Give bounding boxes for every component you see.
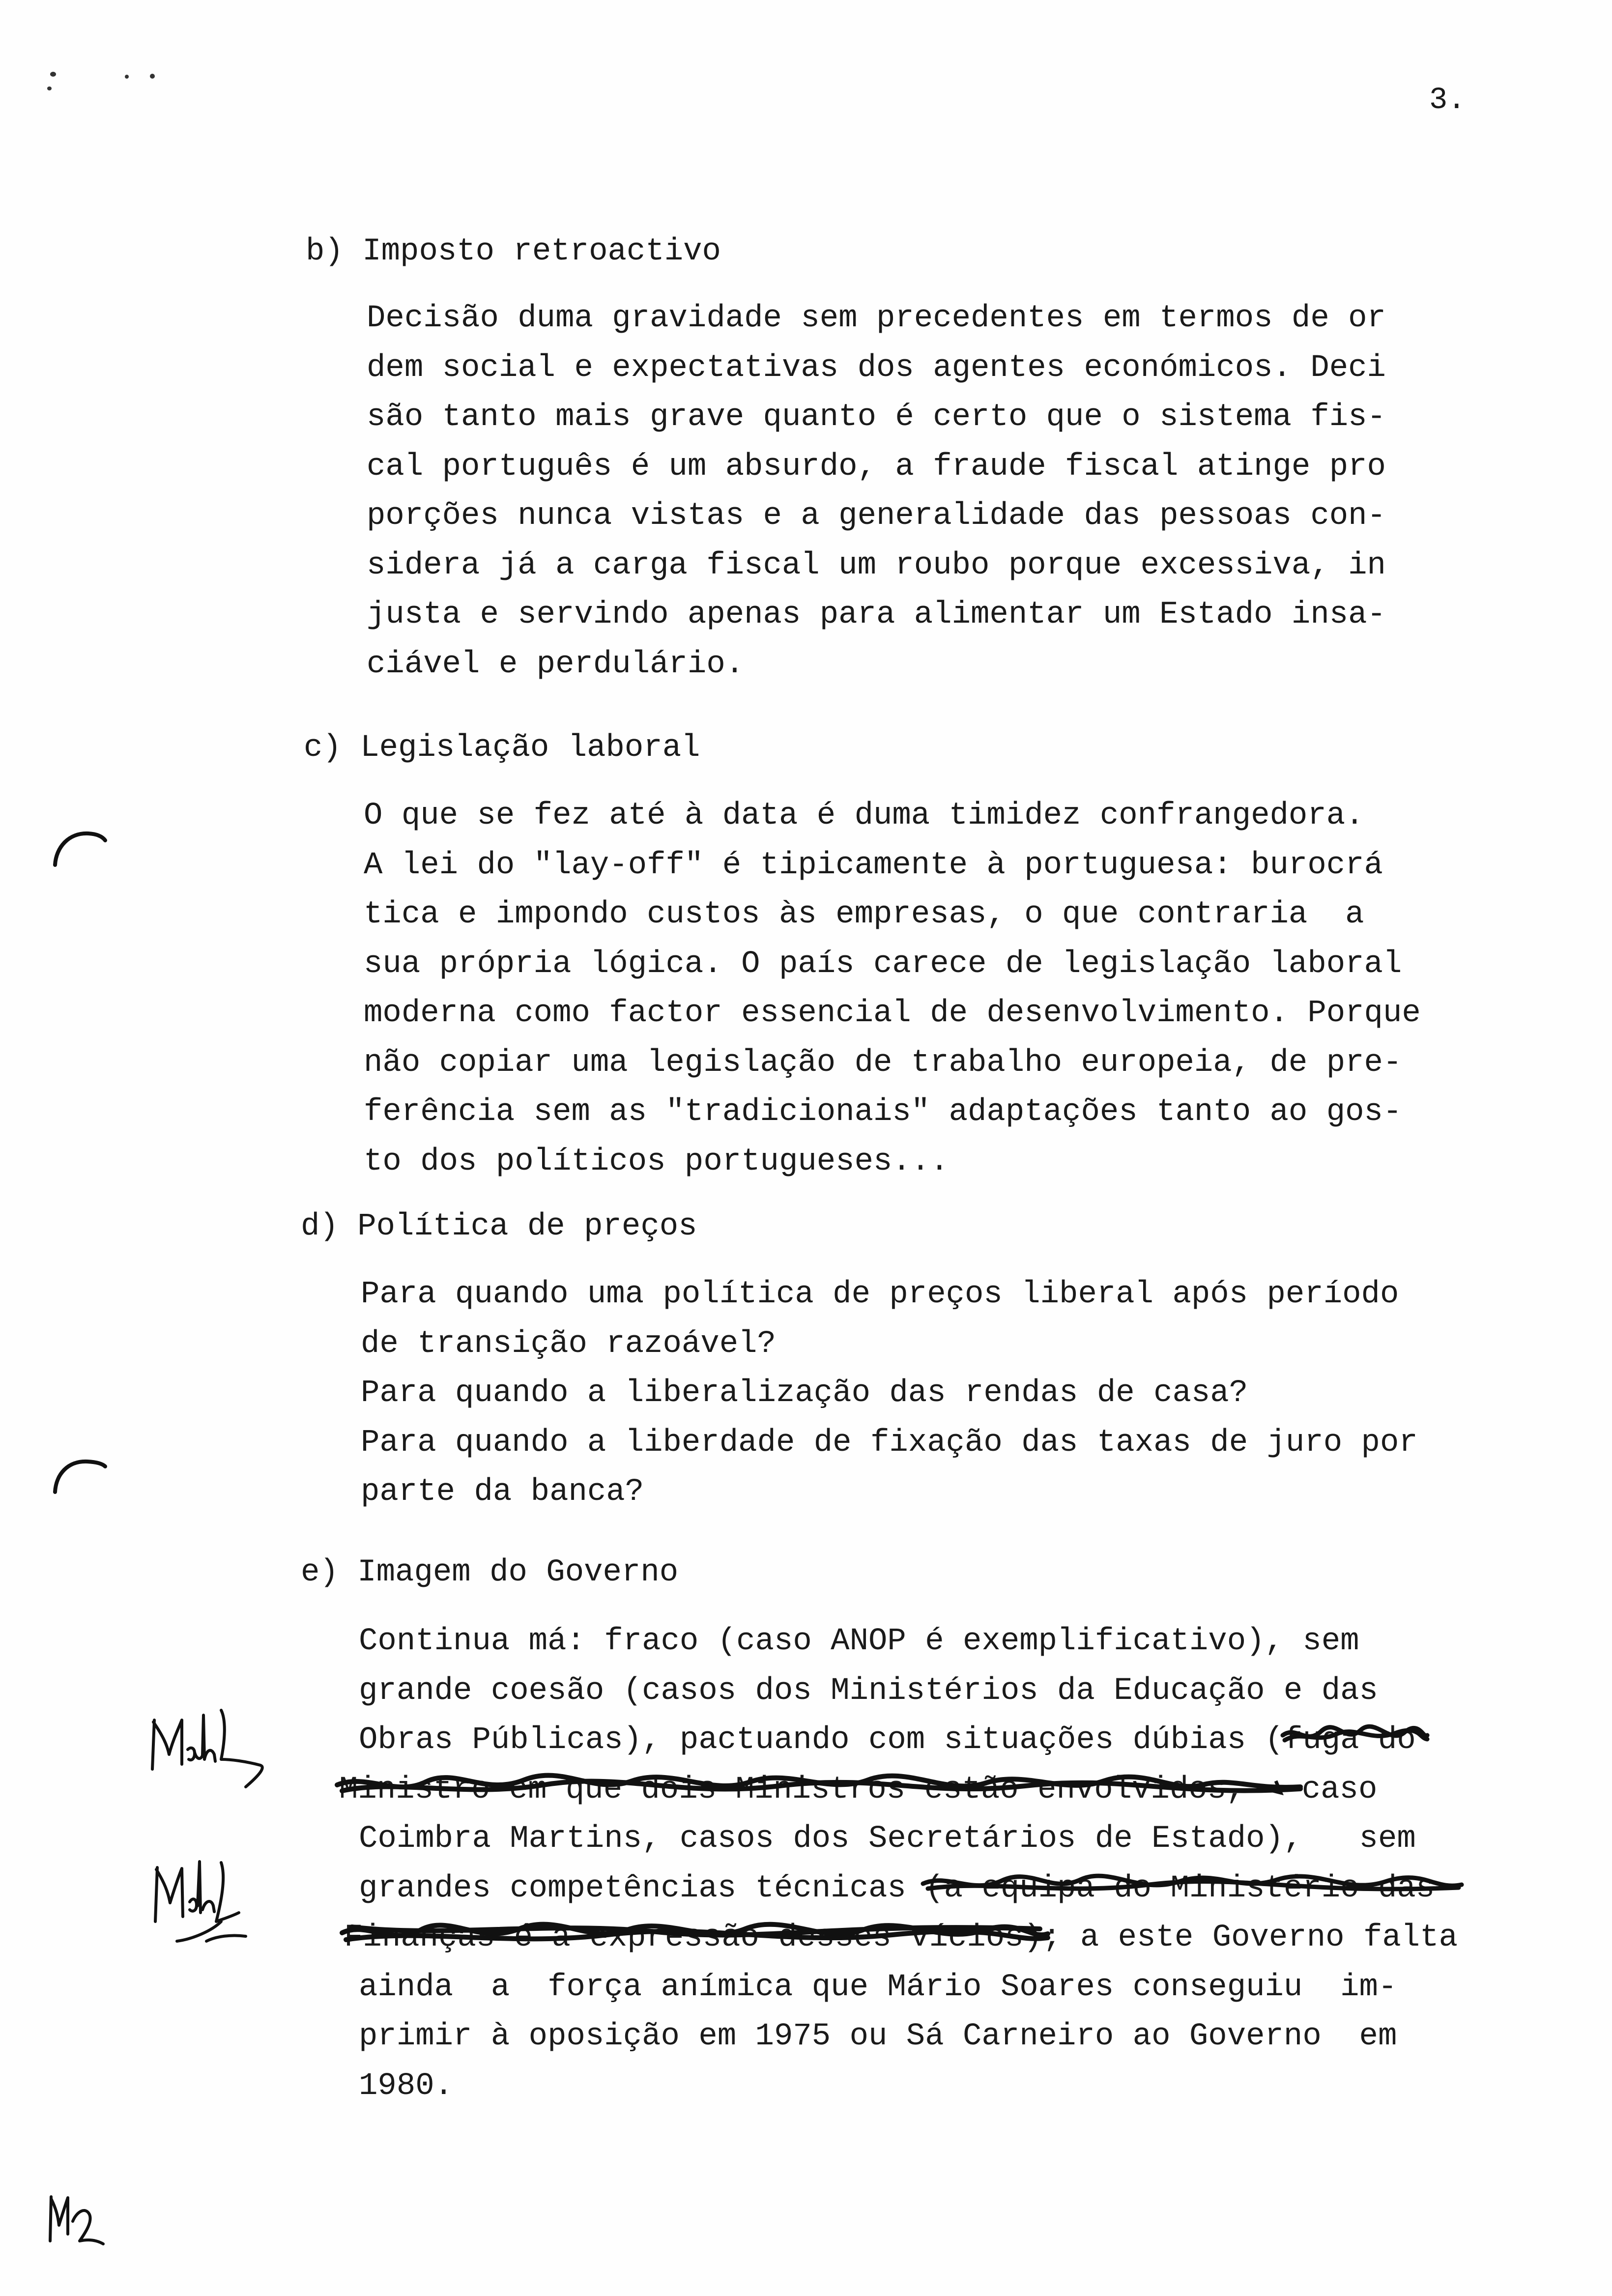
body-line: de transição razoável? — [361, 1326, 776, 1362]
section-body-d — [361, 1270, 1418, 1517]
body-line: Para quando a liberalização das rendas de casa? — [361, 1376, 1248, 1411]
body-line: sua própria lógica. O país carece de legislação laboral — [364, 946, 1402, 982]
scribble-strike — [1282, 1721, 1429, 1750]
body-line: tica e impondo custos às empresas, o que contraria a — [364, 897, 1364, 932]
struck-text — [1284, 1716, 1416, 1765]
body-line: A lei do "lay-off" é tipicamente à portuguesa: burocrá — [364, 847, 1383, 883]
body-line: grande coesão (casos dos Ministérios da Educação e das — [359, 1673, 1378, 1709]
scan-speck — [150, 74, 155, 79]
handwritten-initials-signature — [147, 1700, 295, 1799]
handwritten-initials-signature — [147, 1848, 275, 1951]
scribble-strike — [923, 1869, 1464, 1898]
body-line: primir à oposição em 1975 ou Sá Carneiro ao Governo em — [359, 2019, 1397, 2054]
struck-text-content: Ministro em que dois Ministros estão envolvidos, — [339, 1772, 1245, 1808]
struck-text-content: fuga do — [1283, 1722, 1416, 1758]
section-body-c — [364, 791, 1421, 1186]
section-body-e — [339, 1617, 1458, 2111]
body-line: não copiar uma legislação de trabalho europeia, de pre- — [364, 1045, 1402, 1081]
struck-text-content: (a equipa do Ministério das — [925, 1870, 1435, 1906]
body-line — [359, 1716, 1458, 1765]
margin-bracket-mark — [49, 822, 108, 871]
scribble-strike — [337, 1770, 1320, 1800]
body-line: 1980. — [359, 2068, 454, 2104]
body-line: ferência sem as "tradicionais" adaptações tanto ao gos- — [364, 1094, 1402, 1130]
body-line: Coimbra Martins, casos dos Secretários de Estado), sem — [359, 1821, 1416, 1857]
body-line — [344, 1913, 1458, 1963]
body-line: ciável e perdulário. — [367, 646, 745, 682]
struck-text-content: Finanças é a expressão desses vícios — [344, 1920, 1024, 1955]
section-title-b: b) Imposto retroactivo — [306, 234, 721, 269]
body-line: ainda a força anímica que Mário Soares conseguiu im- — [359, 1969, 1397, 2005]
scan-speck — [50, 72, 56, 77]
body-line: Para quando a liberdade de fixação das taxas de juro por — [361, 1425, 1418, 1461]
handwritten-initials-signature — [44, 2187, 108, 2261]
struck-text — [925, 1864, 1435, 1914]
struck-text — [344, 1913, 1024, 1963]
body-line: to dos políticos portugueses... — [364, 1144, 949, 1179]
body-text: grandes competências técnicas — [359, 1870, 925, 1906]
scribble-strike — [342, 1918, 1050, 1950]
section-title-e: e) Imagem do Governo — [301, 1555, 679, 1590]
body-line: parte da banca? — [361, 1474, 644, 1510]
section-title-d: d) Política de preços — [301, 1209, 697, 1244]
body-line: Continua má: fraco (caso ANOP é exemplificativo), sem — [359, 1624, 1359, 1659]
body-text: ); a este Governo falta — [1023, 1920, 1458, 1955]
body-line: Decisão duma gravidade sem precedentes em termos de or — [367, 301, 1386, 336]
body-text: Obras Públicas), pactuando com situações dúbias ( — [359, 1722, 1284, 1758]
body-line — [339, 1765, 1458, 1815]
margin-bracket-mark — [49, 1445, 108, 1494]
struck-text — [339, 1765, 1245, 1815]
body-line: dem social e expectativas dos agentes económicos. Deci — [367, 350, 1386, 386]
body-line: sidera já a carga fiscal um roubo porque excessiva, in — [367, 547, 1386, 583]
body-line: porções nunca vistas e a generalidade das pessoas con- — [367, 498, 1386, 534]
body-line: são tanto mais grave quanto é certo que o sistema fis- — [367, 400, 1386, 435]
body-line: moderna como factor essencial de desenvolvimento. Porque — [364, 996, 1421, 1031]
body-line: cal português é um absurdo, a fraude fiscal atinge pro — [367, 449, 1386, 485]
body-line: O que se fez até à data é duma timidez confrangedora. — [364, 798, 1364, 833]
body-line: justa e servindo apenas para alimentar um Estado insa- — [367, 597, 1386, 632]
scan-speck — [47, 86, 52, 90]
body-text: caso — [1245, 1772, 1378, 1808]
page-number: 3. — [1429, 83, 1466, 117]
body-line — [359, 1864, 1458, 1914]
section-body-b — [367, 294, 1386, 689]
scan-speck — [125, 75, 129, 79]
body-line: Para quando uma política de preços liberal após período — [361, 1277, 1399, 1312]
section-title-c: c) Legislação laboral — [304, 730, 700, 766]
